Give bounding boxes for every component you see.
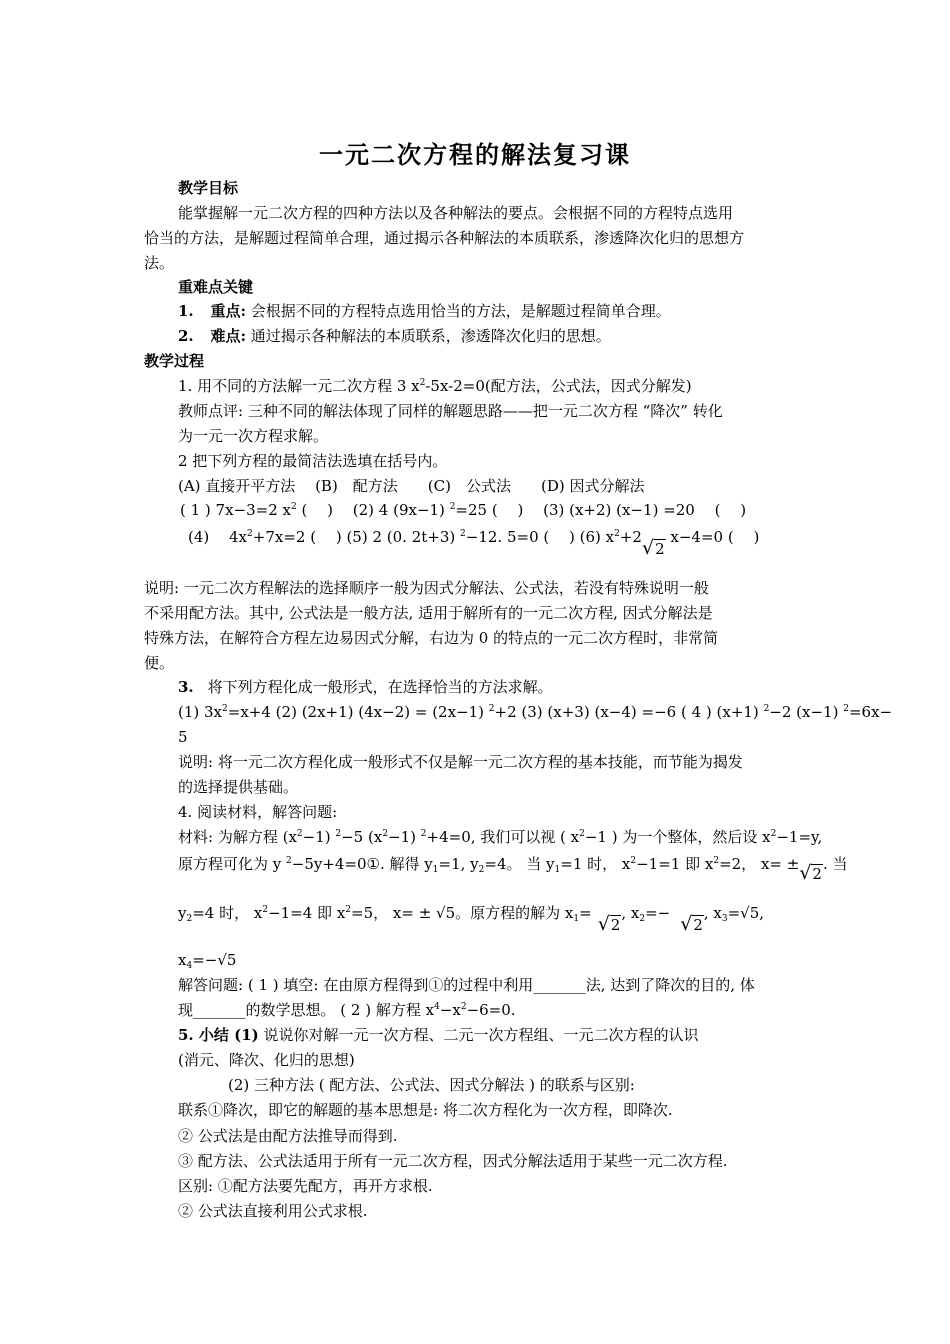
page-title: 一元二次方程的解法复习课 <box>319 140 631 169</box>
note-1-line-4: 便。 <box>144 654 175 672</box>
keypoint-2-text: 通过揭示各种解法的本质联系，渗透降次化归的思想。 <box>250 327 611 345</box>
answer-line-2: 现_______的数学思想。 ( 2 ) 解方程 $x^4-x^2-6=0$. <box>178 1001 516 1019</box>
note-1-line-3: 特殊方法，在解符合方程左边易因式分解，右边为 0 的特点的一元二次方程时，非常简 <box>144 629 719 647</box>
keypoint-1 <box>178 301 671 321</box>
note-2-line-1: 说明: 将一元二次方程化成一般形式不仅是解一元二次方程的基本技能，而节能为揭发 <box>178 753 743 771</box>
question-2-row-1: ( 1 ) 7x−3=2 $x^2$ ( ) (2) 4 (9x−1) $^2$=25 ( ) (3) (x+2) (x−1) =20 ( ) <box>180 501 747 519</box>
keypoint-1-num: 1. <box>178 302 194 320</box>
keypoint-2-num: 2. <box>178 327 194 345</box>
sqrt-2-radical: √2 <box>799 862 822 884</box>
sqrt-2-radical: √2 <box>641 537 665 559</box>
material-line-2: 原方程可化为 y $^2$−5y+4=0①. 解得 $y_1=1$, $y_2=4$。 当 $y_1=1$ 时， $x^2-1=1$ 即 $x^2=2$， x= ±√2. 当 <box>178 855 848 884</box>
answer-line-1: 解答问题: ( 1 ) 填空: 在由原方程得到①的过程中利用_______法, 达到了降次的目的, 体 <box>178 976 755 994</box>
summary-line-5: ② 公式法是由配方法推导而得到. <box>178 1127 398 1145</box>
question-2: 2 把下列方程的最简洁法选填在括号内。 <box>178 452 448 470</box>
sqrt-2-radical: √2 <box>597 913 621 935</box>
summary-line-7: 区别: ①配方法要先配方，再开方求根. <box>178 1177 433 1195</box>
note-1-line-2: 不采用配方法。其中, 公式法是一般方法, 适用于解所有的一元二次方程, 因式分解法是 <box>144 604 713 622</box>
comment-1-line-2: 为一元一次方程求解。 <box>178 427 329 445</box>
keypoint-2-label: 难点: <box>210 327 246 345</box>
question-1: 1. 用不同的方法解一元二次方程 3 $x^2-5x-2=0$(配方法，公式法，因式分解发) <box>178 377 692 395</box>
question-3-line-2: 5 <box>178 728 188 746</box>
summary-line-2: (消元、降次、化归的思想) <box>178 1051 355 1069</box>
question-4: 4. 阅读材料，解答问题: <box>178 803 338 821</box>
keypoint-2 <box>178 326 611 346</box>
summary-heading: 5. 小结 (1) 说说你对解一元一次方程、二元一次方程组、一元二次方程的认识 <box>178 1026 699 1044</box>
question-3: 3. 将下列方程化成一般形式，在选择恰当的方法求解。 <box>178 678 553 696</box>
note-2-line-2: 的选择提供基础。 <box>178 778 299 796</box>
question-3-equations: (1) $3x^2=x+4$ (2) (2x+1) (4x−2) = (2x−1) $^2$+2 (3) (x+3) (x−4) =−6 ( 4 ) (x+1) $^2$−2 (x−1) $^2$=6x− <box>178 703 893 721</box>
material-line-4: $x_4=-√5$ <box>178 951 237 971</box>
question-2-options: (A) 直接开平方法 (B) 配方法 (C) 公式法 (D) 因式分解法 <box>178 477 645 495</box>
keypoints-heading: 重难点关键 <box>178 278 254 296</box>
keypoint-1-text: 会根据不同的方程特点选用恰当的方法，是解题过程简单合理。 <box>250 302 671 320</box>
objectives-line-1: 能掌握解一元二次方程的四种方法以及各种解法的要点。会根据不同的方程特点选用 <box>178 204 734 222</box>
objectives-line-3: 法。 <box>144 254 175 272</box>
keypoint-1-label: 重点: <box>210 302 246 320</box>
note-1-line-1: 说明: 一元二次方程解法的选择顺序一般为因式分解法、公式法，若没有特殊说明一般 <box>144 579 709 597</box>
objectives-line-2: 恰当的方法，是解题过程简单合理，通过揭示各种解法的本质联系，渗透降次化归的思想方 <box>144 229 745 247</box>
objectives-heading: 教学目标 <box>178 179 239 197</box>
material-line-1: 材料: 为解方程 $(x^2-1)$ $^2$−5 $(x^2-1)$ $^2$+4=0, 我们可以视 ( $x^2-1$ ) 为一个整体，然后设 $x^2-1=y$, <box>178 828 823 846</box>
process-heading: 教学过程 <box>144 352 205 370</box>
summary-line-4: 联系①降次，即它的解题的基本思想是: 将二次方程化为一次方程，即降次. <box>178 1101 673 1119</box>
material-line-3: $y_2=4$ 时， $x^2-1=4$ 即 $x^2=5$， x= ± √5。原方程的解为 $x_1= √2$, $x_2=- √2$, $x_3=√5$, <box>178 904 765 935</box>
summary-line-6: ③ 配方法、公式法适用于所有一元二次方程，因式分解法适用于某些一元二次方程. <box>178 1152 728 1170</box>
sqrt-2-radical: √2 <box>680 913 703 935</box>
question-2-row-2: (4) $4x^2+7x=2$ ( ) (5) 2 (0. 2t+3) $^2$−12. 5=0 ( ) (6) $x^2+2√2$ x−4=0 ( ) <box>188 528 760 559</box>
comment-1-line-1: 教师点评: 三种不同的解法体现了同样的解题思路——把一元二次方程 “降次” 转化 <box>178 402 723 420</box>
summary-line-3: (2) 三种方法 ( 配方法、公式法、因式分解法 ) 的联系与区别: <box>228 1076 635 1094</box>
summary-line-8: ② 公式法直接利用公式求根. <box>178 1202 368 1220</box>
